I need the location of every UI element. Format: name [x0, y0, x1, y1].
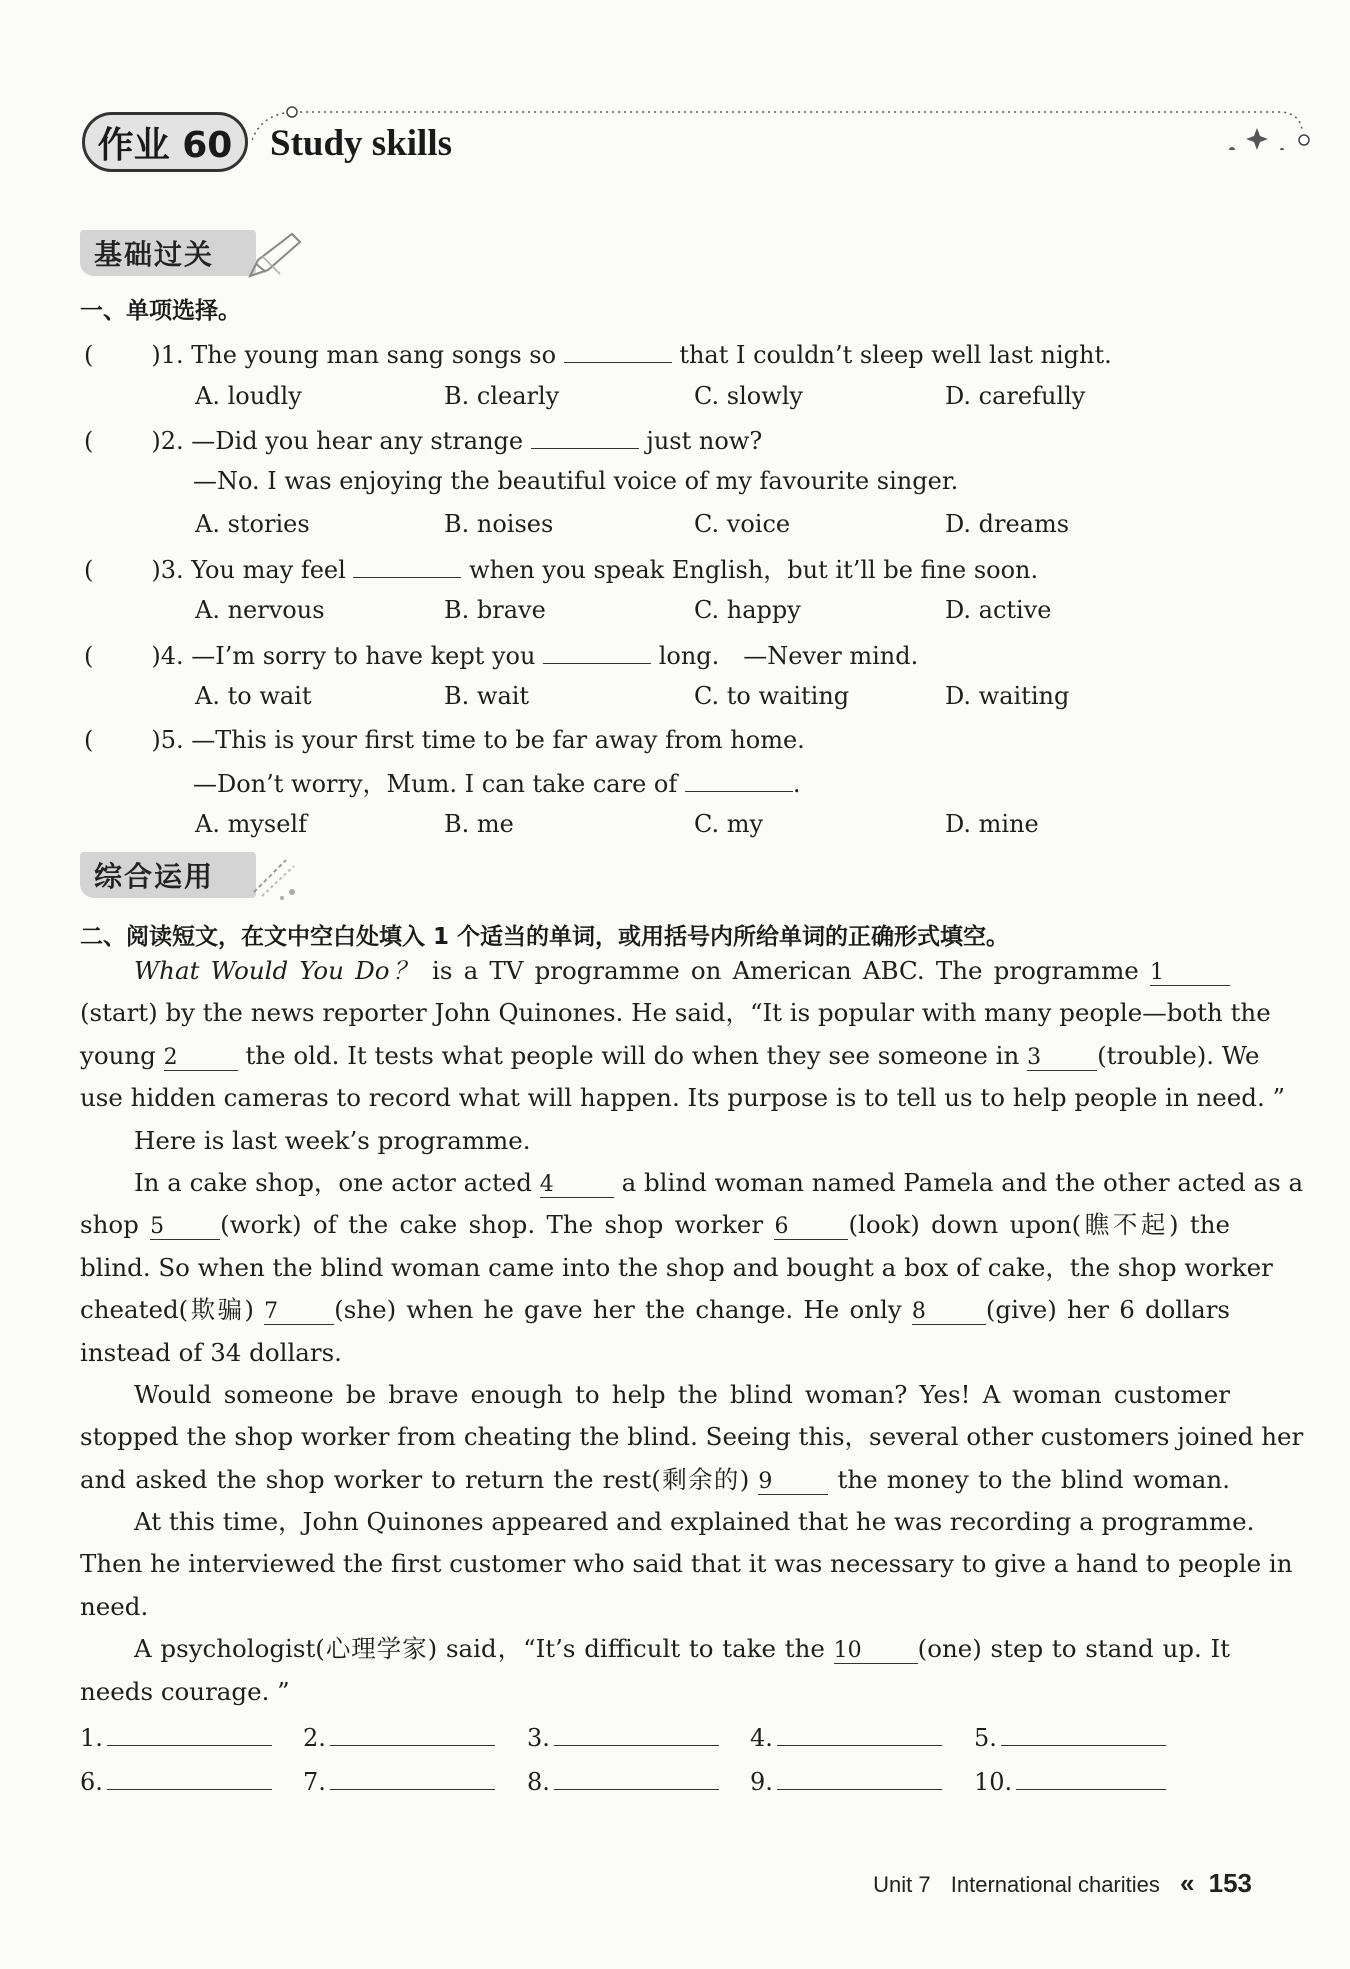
- fill-blank[interactable]: [531, 424, 639, 449]
- fill-blank[interactable]: [564, 338, 672, 363]
- passage-line: What Would You Do？ is a TV programme on American ABC. The programme 1: [80, 950, 1230, 992]
- passage-line: In a cake shop，one actor acted 4 a blind woman named Pamela and the other acted as a: [134, 1167, 1304, 1197]
- passage-line: young 2 the old. It tests what people will do when they see someone in 3 (trouble). We: [80, 1040, 1260, 1070]
- option-c[interactable]: C. slowly: [694, 382, 803, 410]
- answer-slot-1[interactable]: 1.: [80, 1723, 272, 1752]
- option-a[interactable]: A. to wait: [195, 682, 312, 710]
- passage-line: cheated(欺骗) 7 (she) when he gave her the change. He only 8 (give) her 6 dollars: [80, 1295, 1230, 1325]
- answer-slot-10[interactable]: 10.: [974, 1767, 1166, 1796]
- page-header: [82, 100, 1242, 190]
- answer-slot-4[interactable]: 4.: [750, 1723, 942, 1752]
- section-heading-single-choice: 一、单项选择。: [80, 298, 241, 324]
- option-a[interactable]: A. myself: [195, 810, 307, 838]
- option-c[interactable]: C. to waiting: [694, 682, 850, 710]
- option-d[interactable]: D. carefully: [945, 382, 1086, 410]
- page-footer: [873, 1868, 1252, 1899]
- passage-line: At this time，John Quinones appeared and explained that he was recording a programme.: [134, 1507, 1255, 1537]
- passage-line: stopped the shop worker from cheating the blind. Seeing this，several other customers joined her: [80, 1422, 1304, 1452]
- fill-blank[interactable]: [543, 639, 651, 664]
- passage: [80, 950, 1304, 1713]
- section-heading-cloze: 二、阅读短文，在文中空白处填入 1 个适当的单词，或用括号内所给单词的正确形式填空。: [80, 924, 1010, 950]
- fill-blank[interactable]: [685, 767, 793, 792]
- passage-blank-1[interactable]: 1: [1150, 961, 1230, 986]
- question-2: ( )2. —Did you hear any strange just now?: [84, 424, 762, 456]
- answer-slot-3[interactable]: 3.: [527, 1723, 719, 1752]
- option-b[interactable]: B. wait: [444, 682, 530, 710]
- sparkle-icon: [246, 852, 306, 902]
- fill-blank[interactable]: [353, 553, 461, 578]
- passage-line: need.: [80, 1591, 149, 1621]
- answer-slot-5[interactable]: 5.: [974, 1723, 1166, 1752]
- option-c[interactable]: C. voice: [694, 510, 791, 538]
- answer-slot-8[interactable]: 8.: [527, 1767, 719, 1796]
- option-a[interactable]: A. loudly: [195, 382, 302, 410]
- passage-line: (start) by the news reporter John Quinones. He said，“It is popular with many people—both the: [80, 998, 1271, 1028]
- passage-blank-2[interactable]: 2: [164, 1046, 238, 1071]
- answer-slot-2[interactable]: 2.: [303, 1723, 495, 1752]
- question-1: ( )1. The young man sang songs so that I couldn’t sleep well last night.: [84, 338, 1112, 370]
- passage-blank-10[interactable]: 10: [834, 1639, 918, 1664]
- option-c[interactable]: C. happy: [694, 596, 801, 624]
- pencil-icon: [246, 230, 306, 280]
- option-d[interactable]: D. waiting: [945, 682, 1070, 710]
- section-banner-basic: 基础过关: [80, 230, 300, 280]
- passage-line: shop 5 (work) of the cake shop. The shop worker 6 (look) down upon(瞧不起) the: [80, 1210, 1230, 1240]
- section-banner-comprehensive: 综合运用: [80, 852, 300, 902]
- passage-line: Here is last week’s programme.: [134, 1125, 531, 1155]
- passage-line: instead of 34 dollars.: [80, 1337, 342, 1367]
- page-number: 153: [1208, 1868, 1252, 1898]
- passage-line: Then he interviewed the first customer who said that it was necessary to give a hand to people in: [80, 1549, 1293, 1579]
- passage-blank-7[interactable]: 7: [264, 1300, 334, 1325]
- footer-unit: Unit 7: [873, 1872, 931, 1897]
- question-5-line-2: —Don’t worry，Mum. I can take care of .: [193, 767, 801, 799]
- passage-line: Would someone be brave enough to help the blind woman? Yes! A woman customer: [134, 1379, 1230, 1409]
- passage-line: use hidden cameras to record what will happen. Its purpose is to tell us to help people in need. ”: [80, 1083, 1286, 1113]
- option-c[interactable]: C. my: [694, 810, 764, 838]
- option-a[interactable]: A. nervous: [195, 596, 325, 624]
- option-d[interactable]: D. mine: [945, 810, 1039, 838]
- question-3: ( )3. You may feel when you speak English，but it’ll be fine soon.: [84, 553, 1038, 585]
- passage-line: A psychologist(心理学家) said，“It’s difficult to take the 10 (one) step to stand up. It: [134, 1634, 1230, 1664]
- passage-blank-5[interactable]: 5: [150, 1215, 220, 1240]
- question-2-line-2: —No. I was enjoying the beautiful voice of my favourite singer.: [193, 467, 959, 495]
- passage-blank-6[interactable]: 6: [774, 1215, 848, 1240]
- page-title: Study skills: [270, 123, 453, 164]
- answer-slot-7[interactable]: 7.: [303, 1767, 495, 1796]
- assignment-badge: 作业 60: [82, 112, 248, 172]
- passage-blank-3[interactable]: 3: [1027, 1046, 1097, 1071]
- passage-blank-9[interactable]: 9: [758, 1470, 828, 1495]
- question-5: ( )5. —This is your first time to be far away from home.: [84, 726, 805, 754]
- option-b[interactable]: B. noises: [444, 510, 554, 538]
- option-d[interactable]: D. active: [945, 596, 1052, 624]
- option-b[interactable]: B. brave: [444, 596, 546, 624]
- answer-slot-9[interactable]: 9.: [750, 1767, 942, 1796]
- chevron-left-icon: «: [1180, 1868, 1195, 1898]
- answer-slot-6[interactable]: 6.: [80, 1767, 272, 1796]
- question-4: ( )4. —I’m sorry to have kept you long. —Never mind.: [84, 639, 918, 671]
- passage-line: blind. So when the blind woman came into the shop and bought a box of cake，the shop worker: [80, 1252, 1273, 1282]
- passage-blank-4[interactable]: 4: [540, 1173, 614, 1198]
- passage-line: and asked the shop worker to return the rest(剩余的) 9 the money to the blind woman.: [80, 1464, 1230, 1494]
- footer-title: International charities: [950, 1872, 1160, 1897]
- option-d[interactable]: D. dreams: [945, 510, 1070, 538]
- option-b[interactable]: B. me: [444, 810, 514, 838]
- option-a[interactable]: A. stories: [195, 510, 310, 538]
- passage-line: needs courage. ”: [80, 1676, 290, 1706]
- option-b[interactable]: B. clearly: [444, 382, 560, 410]
- passage-blank-8[interactable]: 8: [912, 1300, 986, 1325]
